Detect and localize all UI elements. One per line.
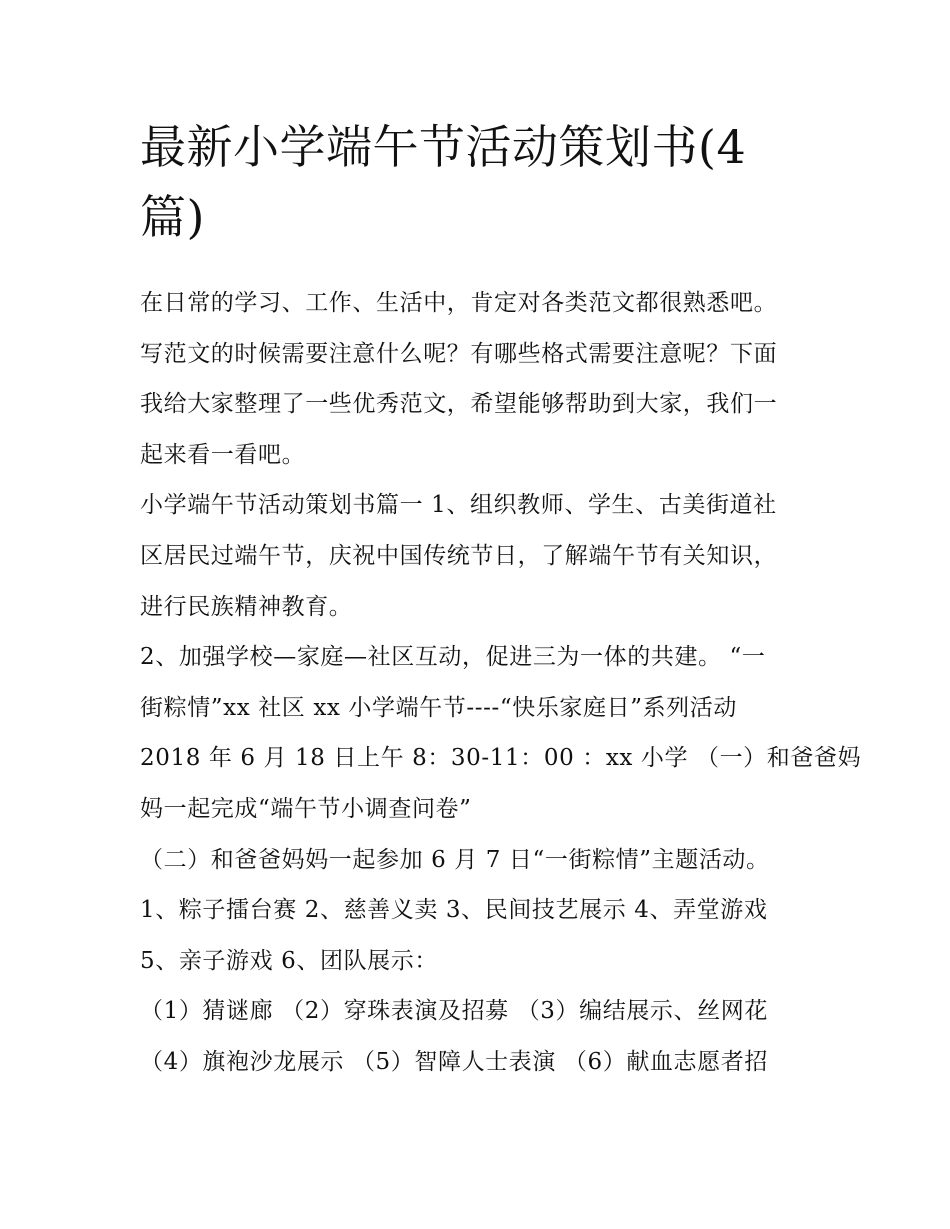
activity-list-paragraph	[140, 936, 830, 987]
text-line: 2018 年 6 月 18 日上午 8：30-11：00 ：xx 小学 （一）和爸爸妈	[140, 745, 862, 772]
intro-paragraph	[140, 278, 830, 480]
text-line: 写范文的时候需要注意什么呢？有哪些格式需要注意呢？下面	[140, 340, 778, 367]
text-line: （1）猜谜廊 （2）穿珠表演及招募 （3）编结展示、丝网花	[140, 998, 768, 1025]
title-line: 最新小学端午节活动策划书(4	[140, 120, 747, 174]
document-body	[140, 278, 862, 1088]
team-show-paragraph	[140, 986, 830, 1037]
title-line: 篇)	[140, 190, 205, 244]
section-one-paragraph	[140, 480, 830, 632]
text-line: 在日常的学习、工作、生活中，肯定对各类范文都很熟悉吧。	[140, 290, 778, 316]
text-line: 进行民族精神教育。	[140, 593, 353, 620]
text-line: 区居民过端午节，庆祝中国传统节日，了解端午节有关知识，	[140, 542, 778, 569]
document-title	[140, 112, 820, 252]
text-line: 2、加强学校—家庭—社区互动，促进三为一体的共建。 “一	[140, 644, 766, 671]
text-line: 5、亲子游戏 6、团队展示：	[140, 947, 438, 974]
text-line: 妈一起完成“端午节小调查问卷”	[140, 795, 472, 822]
text-line: 起来看一看吧。	[140, 441, 306, 468]
team-show-paragraph	[140, 1037, 830, 1088]
text-line: 小学端午节活动策划书篇一 1、组织教师、学生、古美街道社	[140, 492, 777, 519]
text-line: （4）旗袍沙龙展示 （5）智障人士表演 （6）献血志愿者招	[140, 1048, 768, 1075]
text-line: （二）和爸爸妈妈一起参加 6 月 7 日“一街粽情”主题活动。	[140, 846, 770, 873]
text-line: 街粽情”xx 社区 xx 小学端午节----“快乐家庭日”系列活动	[140, 694, 737, 721]
activity-list-paragraph	[140, 885, 830, 936]
goal-two-paragraph	[140, 632, 862, 834]
text-line: 1、粽子擂台赛 2、慈善义卖 3、民间技艺展示 4、弄堂游戏	[140, 897, 768, 924]
text-line: 我给大家整理了一些优秀范文，希望能够帮助到大家，我们一	[140, 391, 778, 418]
activity-two-paragraph	[140, 835, 830, 886]
